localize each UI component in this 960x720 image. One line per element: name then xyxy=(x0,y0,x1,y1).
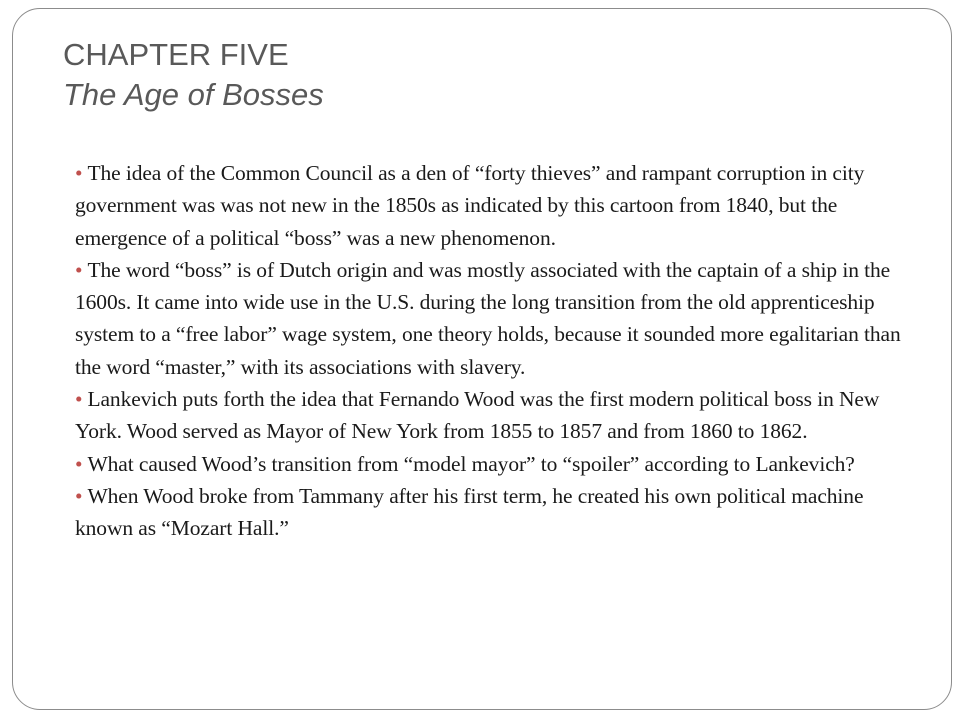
bullet-text: Lankevich puts forth the idea that Fernando Wood was the first modern political boss in New York. Wood served as Mayor of New York from 1855 to 1857 and from 1860 to 1862. xyxy=(75,387,880,444)
bullet-item xyxy=(75,254,905,383)
bullet-marker: • xyxy=(75,451,83,476)
bullet-list xyxy=(75,157,905,545)
bullet-marker: • xyxy=(75,257,83,282)
bullet-text: The idea of the Common Council as a den of “forty thieves” and rampant corruption in city government was was not new in the 1850s as indicated by this cartoon from 1840, but the emergence of a political “boss” was a new phenomenon. xyxy=(75,161,865,250)
bullet-text: When Wood broke from Tammany after his first term, he created his own political machine known as “Mozart Hall.” xyxy=(75,483,864,541)
bullet-item xyxy=(75,157,905,254)
bullet-item xyxy=(75,383,905,448)
title-block xyxy=(63,35,324,115)
bullet-item xyxy=(75,448,905,480)
bullet-marker: • xyxy=(75,387,83,412)
slide-subtitle: The Age of Bosses xyxy=(63,77,324,112)
bullet-text: The word “boss” is of Dutch origin and was mostly associated with the captain of a ship in the 1600s. It came into wide use in the U.S. during the long transition from the old apprenticeship system to a “free labor” wage system, one theory holds, because it sounded more egalitarian than the word “master,” with its associations with slavery. xyxy=(75,257,901,379)
bullet-item xyxy=(75,480,905,545)
bullet-text: What caused Wood’s transition from “model mayor” to “spoiler” according to Lankevich? xyxy=(87,451,855,476)
slide-frame xyxy=(12,8,952,710)
bullet-marker: • xyxy=(75,483,83,508)
bullet-marker: • xyxy=(75,161,83,185)
slide-title: CHAPTER FIVE xyxy=(63,37,289,72)
